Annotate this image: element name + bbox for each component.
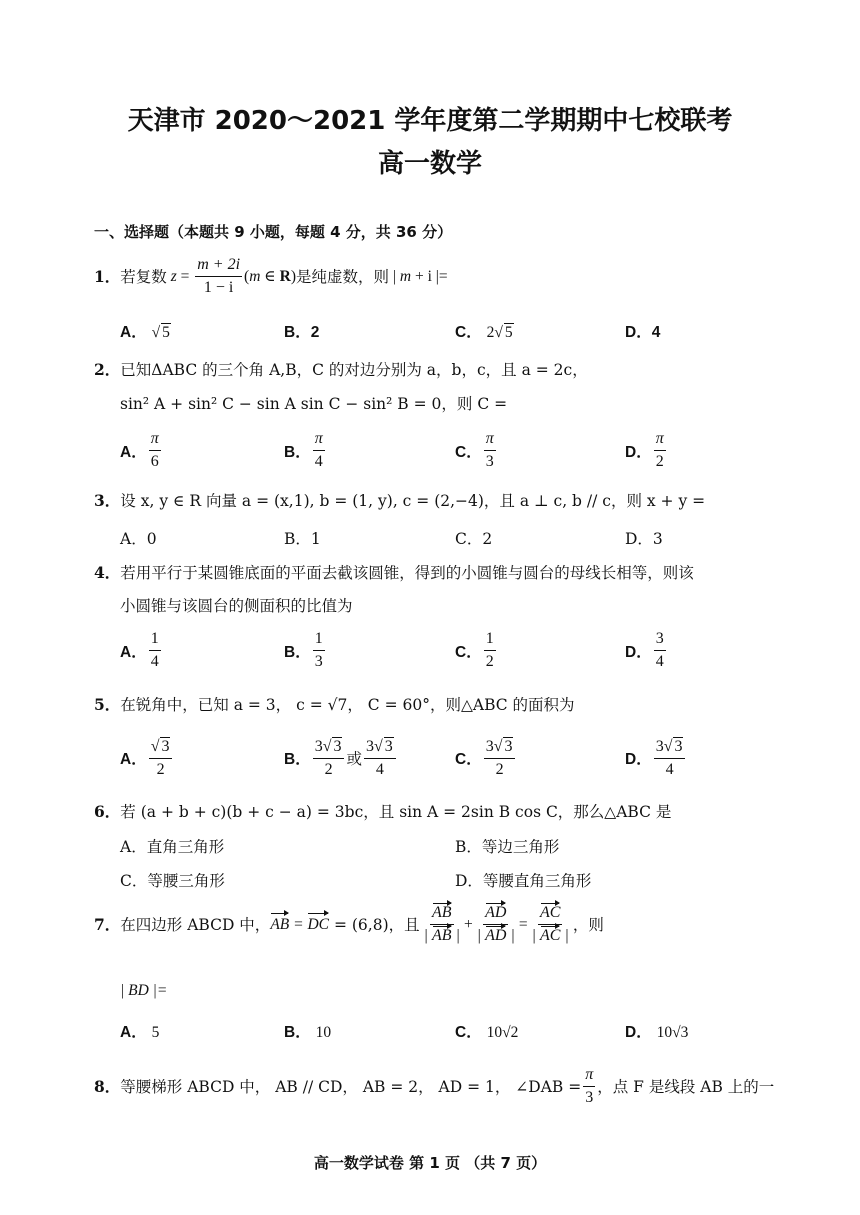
page-subtitle: 高一数学 xyxy=(377,149,482,179)
fraction: $\frac{m + 2i}{1 - i}$ xyxy=(197,256,241,296)
question-8: 8． 等腰梯形 ABCD 中， AB // CD， AB = 2， AD = 1， ∠DAB = $\frac{\pi}{3}$ ，点 F 是线段 AB 上的一 xyxy=(94,1066,775,1106)
option-c[interactable]: C． 2√ 5 xyxy=(455,324,513,341)
question-6: 6．若 (a + b + c)(b + c − a) = 3bc，且 sin A = 2sin B cos C，那么△ABC 是 xyxy=(94,802,672,821)
option-a[interactable]: A． 5 xyxy=(120,1024,160,1041)
section-heading: 一、选择题（本题共 9 小题，每题 4 分，共 36 分） xyxy=(94,223,453,241)
page-title: 天津市 2020～2021 学年度第二学期期中七校联考 xyxy=(127,106,733,136)
option-d[interactable]: D．4 xyxy=(625,324,661,341)
option-d[interactable]: D．3 xyxy=(625,530,663,548)
question-1: 1． 若复数 z = $\frac{m + 2i}{1 - i}$ (m ∈ R) 是纯虚数，则 | m + i |= xyxy=(94,256,448,296)
option-b[interactable]: B．2 xyxy=(284,324,320,341)
option-b[interactable]: B． $\frac{\pi}{4}$ xyxy=(284,430,323,470)
option-c[interactable]: C．2 xyxy=(455,530,493,548)
option-d[interactable]: D． $\frac{3}{4}$ xyxy=(625,630,664,670)
option-a[interactable]: A． $\frac{\pi}{6}$ xyxy=(120,430,159,470)
option-c[interactable]: C． 10√2 xyxy=(455,1024,519,1041)
option-d[interactable]: D． 10√3 xyxy=(625,1024,689,1041)
question-5: 5．在锐角中，已知 a = 3， c = √7， C = 60°，则△ABC 的面积为 xyxy=(94,695,575,714)
question-text: 是纯虚数，则 xyxy=(296,267,390,286)
question-4: 4．若用平行于某圆锥底面的平面去截该圆锥，得到的小圆锥与圆台的母线长相等，则该 xyxy=(94,563,694,582)
option-c[interactable]: C．等腰三角形 xyxy=(120,872,225,890)
option-c[interactable]: C． $\frac{3√ 3}{2}$ xyxy=(455,737,517,779)
question-7-bd: | BD |= xyxy=(120,982,168,999)
option-d[interactable]: D． $\frac{\pi}{2}$ xyxy=(625,430,664,470)
question-text: 若复数 xyxy=(120,267,167,286)
option-b[interactable]: B． $\frac{3√ 3}{2}$ 或 $\frac{3√ 3}{4}$ xyxy=(284,737,398,779)
question-7: 7． 在四边形 ABCD 中， AB = DC = (6,8)，且 $\frac{AB}{| AB |}$ + $\frac{AD}{| AD |}$ = $\frac{AC}{| AC |}$ ，则 xyxy=(94,904,604,944)
option-c[interactable]: C． $\frac{\pi}{3}$ xyxy=(455,430,494,470)
option-b[interactable]: B．1 xyxy=(284,530,321,548)
option-a[interactable]: A．0 xyxy=(120,530,157,548)
page-footer: 高一数学试卷 第 1 页 （共 7 页） xyxy=(313,1154,547,1172)
option-a[interactable]: A． √ 5 xyxy=(120,324,170,341)
option-a[interactable]: A． $\frac{√ 3}{2}$ xyxy=(120,737,174,779)
option-c[interactable]: C． $\frac{1}{2}$ xyxy=(455,630,494,670)
option-d[interactable]: D． $\frac{3√ 3}{4}$ xyxy=(625,737,687,779)
option-b[interactable]: B． $\frac{1}{3}$ xyxy=(284,630,323,670)
option-b[interactable]: B．等边三角形 xyxy=(455,838,560,856)
question-number: 1． xyxy=(94,266,121,286)
option-d[interactable]: D．等腰直角三角形 xyxy=(455,872,592,890)
question-4-line2: 小圆锥与该圆台的侧面积的比值为 xyxy=(120,597,353,615)
question-2-line2: sin² A + sin² C − sin A sin C − sin² B = 0，则 C = xyxy=(120,395,508,413)
question-2: 2．已知ΔABC 的三个角 A,B，C 的对边分别为 a，b，c，且 a = 2c， xyxy=(94,360,588,379)
question-3: 3．设 x, y ∈ R 向量 a = (x,1), b = (1, y), c = (2,−4)，且 a ⊥ c, b // c，则 x + y = xyxy=(94,491,706,510)
option-a[interactable]: A．直角三角形 xyxy=(120,838,225,856)
option-a[interactable]: A． $\frac{1}{4}$ xyxy=(120,630,159,670)
option-b[interactable]: B． 10 xyxy=(284,1024,332,1041)
